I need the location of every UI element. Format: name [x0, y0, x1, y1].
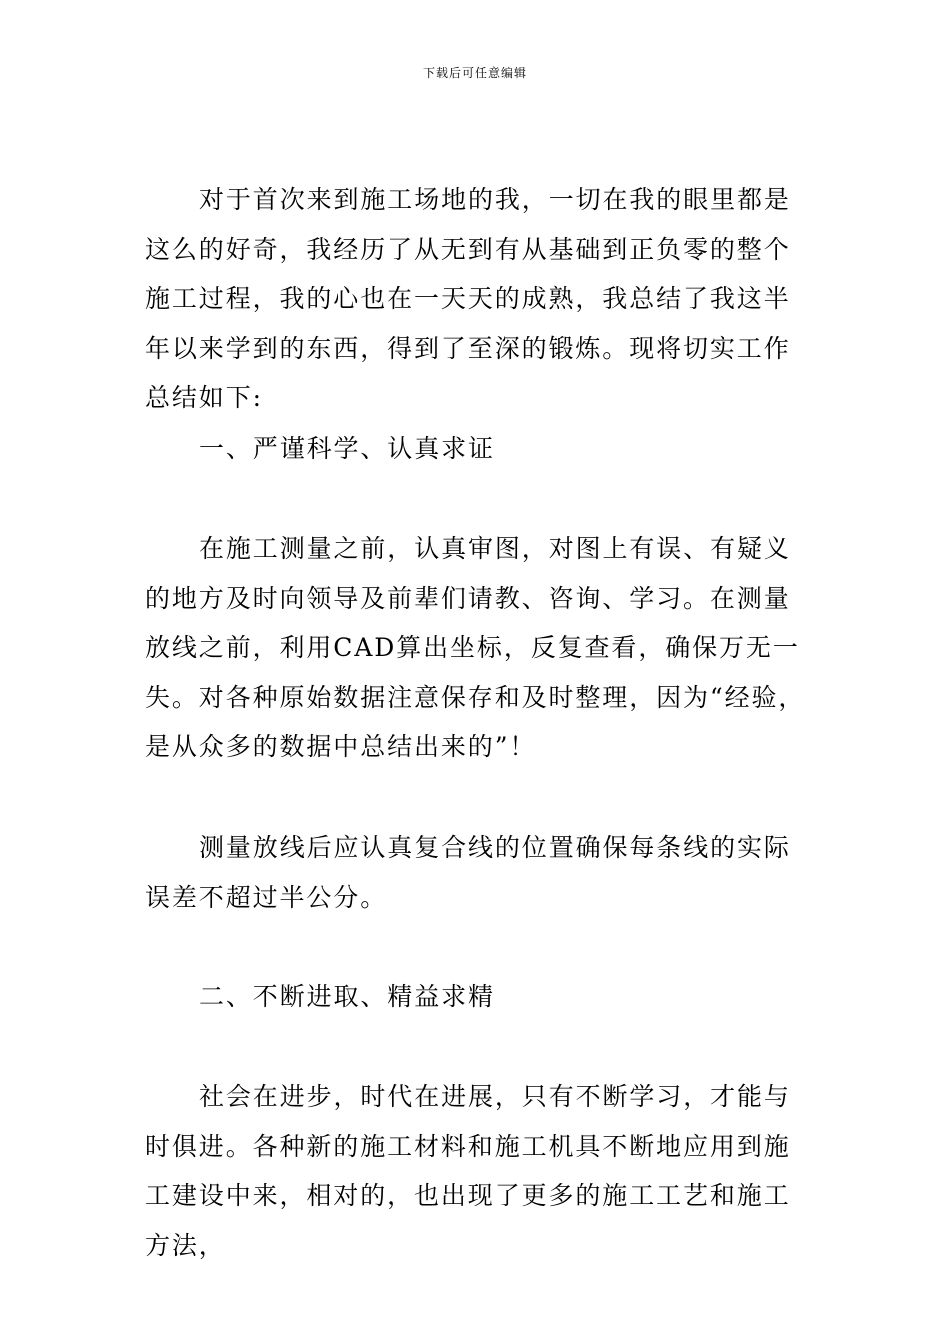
progress-paragraph: 社会在进步，时代在进展，只有不断学习，才能与时俱进。各种新的施工材料和施工机具不断地应用到施工建设中来，相对的，也出现了更多的施工工艺和施工方法，	[145, 1082, 791, 1260]
line-check-paragraph: 测量放线后应认真复合线的位置确保每条线的实际误差不超过半公分。	[145, 833, 791, 912]
section-heading-1: 一、严谨科学、认真求证	[199, 434, 495, 463]
intro-paragraph: 对于首次来到施工场地的我，一切在我的眼里都是这么的好奇，我经历了从无到有从基础到正负零的整个施工过程，我的心也在一天天的成熟，我总结了我这半年以来学到的东西，得到了至深的锻炼。现将切实工作总结如下:	[145, 185, 791, 412]
page-header: 下载后可任意编辑	[422, 66, 527, 80]
measurement-paragraph: 在施工测量之前，认真审图，对图上有误、有疑义的地方及时向领导及前辈们请教、咨询、学习。在测量放线之前，利用CAD算出坐标，反复查看，确保万无一失。对各种原始数据注意保存和及时整理，因为“经验，是从众多的数据中总结出来的”！	[145, 534, 806, 761]
section-heading-2: 二、不断进取、精益求精	[199, 982, 495, 1011]
